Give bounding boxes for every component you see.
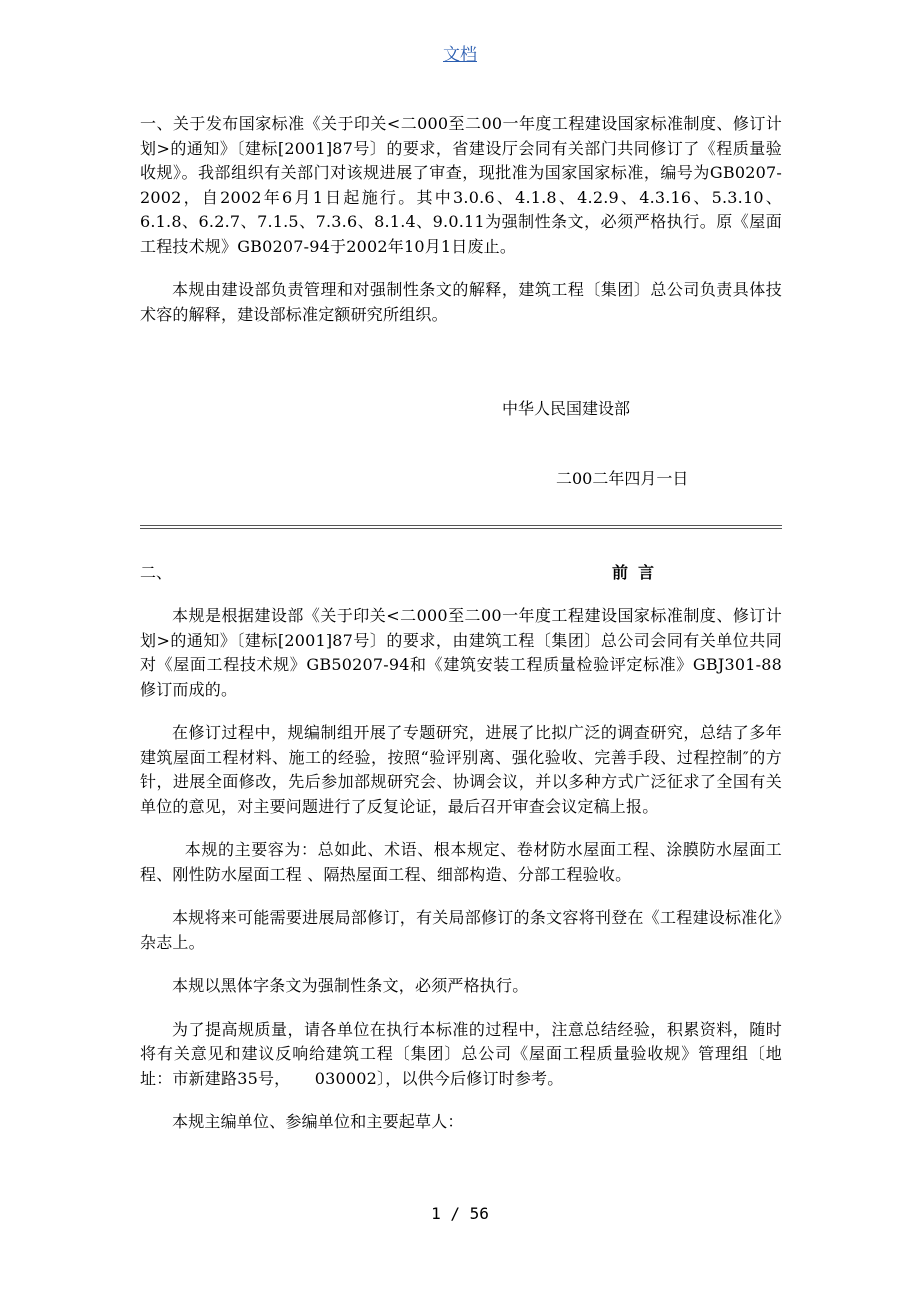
section1-body	[140, 112, 782, 327]
paragraph-main-contents: 本规的主要容为：总如此、术语、根本规定、卷材防水屋面工程、涂膜防水屋面工程、刚性防水屋面工程 、隔热屋面工程、细部构造、分部工程验收。	[140, 840, 782, 884]
page-number: 1 / 56	[431, 1204, 489, 1223]
paragraph-revision-process: 在修订过程中，规编制组开展了专题研究，进展了比拟广泛的调查研究，总结了多年建筑屋面工程材料、施工的经验，按照“验评别离、强化验收、完善手段、过程控制″的方针，进展全面修改，先后参加部规研究会、协调会议，并以多种方式广泛征求了全国有关单位的意见，对主要问题进行了反复论证，最后召开审查会议定稿上报。	[140, 723, 782, 816]
section2-body	[140, 604, 782, 1135]
paragraph-feedback: 为了提高规质量，请各单位在执行本标准的过程中，注意总结经验，积累资料，随时将有关意见和建议反响给建筑工程〔集团〕总公司《屋面工程质量验收规》管理组〔地址：市新建路35号， 030002〕，以供今后修订时参考。	[140, 1019, 782, 1088]
paragraph-responsibility: 本规由建设部负责管理和对强制性条文的解释，建筑工程〔集团〕总公司负责具体技术容的解释，建设部标准定额研究所组织。	[140, 280, 782, 324]
paragraph-basis: 本规是根据建设部《关于印关<二000至二00一年度工程建设国家标准制度、修订计划>的通知》〔建标[2001]87号〕的要求，由建筑工程〔集团〕总公司会同有关单位共同对《屋面工程技术规》GB50207-94和《建筑安装工程质量检验评定标准》GBJ301-88修订而成的。	[140, 606, 782, 699]
section-title-preface: 前言	[612, 563, 665, 582]
paragraph-future-revisions: 本规将来可能需要进展局部修订，有关局部修订的条文容将刊登在《工程建设标准化》杂志上。	[140, 908, 782, 952]
signature-date: 二00二年四月一日	[556, 469, 689, 488]
section-number: 二、	[140, 563, 173, 582]
signature-organization: 中华人民国建设部	[502, 399, 631, 418]
document-header-link[interactable]: 文档	[443, 45, 477, 65]
paragraph-mandatory-clauses: 本规以黑体字条文为强制性条文，必须严格执行。	[172, 976, 529, 995]
paragraph-announcement: 一、关于发布国家标准《关于印关<二000至二00一年度工程建设国家标准制度、修订计划>的通知》〔建标[2001]87号〕的要求，省建设厅会同有关部门共同修订了《程质量验收规》。我部组织有关部门对该规进展了审查，现批准为国家国家标准，编号为GB0207-2002，自2002年6月1日起施行。其中3.0.6、4.1.8、4.2.9、4.3.16、5.3.10、6.1.8、6.2.7、7.1.5、7.3.6、8.1.4、9.0.11为强制性条文，必须严格执行。原《屋面工程技术规》GB0207-94于2002年10月1日废止。	[140, 114, 782, 256]
section-divider	[140, 525, 782, 529]
paragraph-drafters: 本规主编单位、参编单位和主要起草人：	[172, 1112, 464, 1131]
